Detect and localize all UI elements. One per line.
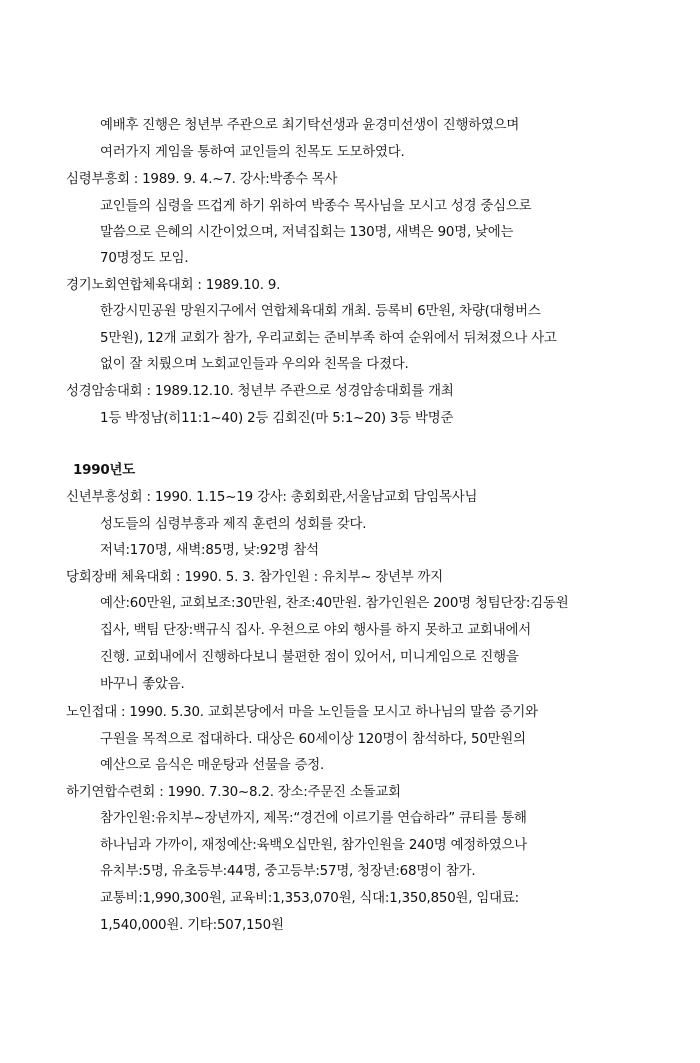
body-text-line: 성도들의 심령부흥과 제직 훈련의 성회를 갖다. — [100, 517, 367, 532]
event-heading: 노인접대 : 1990. 5.30. 교회본당에서 마을 노인들을 모시고 하나님의 말씀 증기와 — [66, 705, 538, 720]
event-heading: 경기노회연합체육대회 : 1989.10. 9. — [66, 278, 281, 293]
body-text-line: 저녁:170명, 새벽:85명, 낮:92명 참석 — [100, 543, 319, 558]
body-text-line: 1등 박정남(히11:1~40) 2등 김회진(마 5:1~20) 3등 박명준 — [100, 411, 454, 426]
body-text-line: 구원을 목적으로 접대하다. 대상은 60세이상 120명이 참석하다, 50만원의 — [100, 732, 526, 747]
body-text-line: 교인들의 심령을 뜨겁게 하기 위하여 박종수 목사님을 모시고 성경 중심으로 — [100, 199, 532, 214]
body-text-line: 여러가지 게임을 통하여 교인들의 친목도 도모하였다. — [100, 145, 405, 160]
event-heading: 하기연합수련회 : 1990. 7.30~8.2. 장소:주문진 소돌교회 — [66, 785, 401, 800]
body-text-line: 예산으로 음식은 매운탕과 선물을 증정. — [100, 758, 325, 773]
body-text-line: 예산:60만원, 교회보조:30만원, 찬조:40만원. 참가인원은 200명 청팀단장:김동원 — [100, 596, 569, 611]
body-text-line: 교통비:1,990,300원, 교육비:1,353,070원, 식대:1,350,850원, 임대료: — [100, 891, 519, 906]
event-heading: 신년부흥성회 : 1990. 1.15~19 강사: 총회회관,서울남교회 담임목사님 — [66, 490, 478, 505]
body-text-line: 한강시민공원 망원지구에서 연합체육대회 개최. 등록비 6만원, 차량(대형버스 — [100, 304, 541, 319]
body-text-line: 예배후 진행은 청년부 주관으로 최기탁선생과 윤경미선생이 진행하였으며 — [100, 118, 520, 133]
body-text-line: 유치부:5명, 유초등부:44명, 중고등부:57명, 청장년:68명이 참가. — [100, 864, 476, 879]
body-text-line: 집사, 백팀 단장:백규식 집사. 우천으로 야외 행사를 하지 못하고 교회내에서 — [100, 623, 531, 638]
body-text-line: 바꾸니 좋았음. — [100, 677, 185, 692]
body-text-line: 참가인원:유치부~장년까지, 제목:“경건에 이르기를 연습하라” 큐티를 통해 — [100, 811, 527, 826]
body-text-line: 말씀으로 은혜의 시간이었으며, 저녁집회는 130명, 새벽은 90명, 낮에는 — [100, 225, 514, 240]
body-text-line: 5만원), 12개 교회가 참가, 우리교회는 준비부족 하여 순위에서 뒤쳐졌으나 사고 — [100, 331, 557, 346]
event-heading: 심령부흥회 : 1989. 9. 4.~7. 강사:박종수 목사 — [66, 172, 338, 187]
body-text-line: 진행. 교회내에서 진행하다보니 불편한 점이 있어서, 미니게임으로 진행을 — [100, 650, 519, 665]
body-text-line: 70명정도 모임. — [100, 251, 189, 266]
body-text-line: 1,540,000원. 기타:507,150원 — [100, 918, 284, 933]
body-text-line: 없이 잘 치뤘으며 노회교인들과 우의와 친목을 다졌다. — [100, 357, 409, 372]
event-heading: 당회장배 체육대회 : 1990. 5. 3. 참가인원 : 유치부~ 장년부 까지 — [66, 570, 443, 585]
year-heading: 1990년도 — [73, 463, 135, 478]
body-text-line: 하나님과 가까이, 재정예산:육백오십만원, 참가인원을 240명 예정하였으나 — [100, 838, 527, 853]
event-heading: 성경암송대회 : 1989.12.10. 청년부 주관으로 성경암송대회를 개최 — [66, 384, 454, 399]
